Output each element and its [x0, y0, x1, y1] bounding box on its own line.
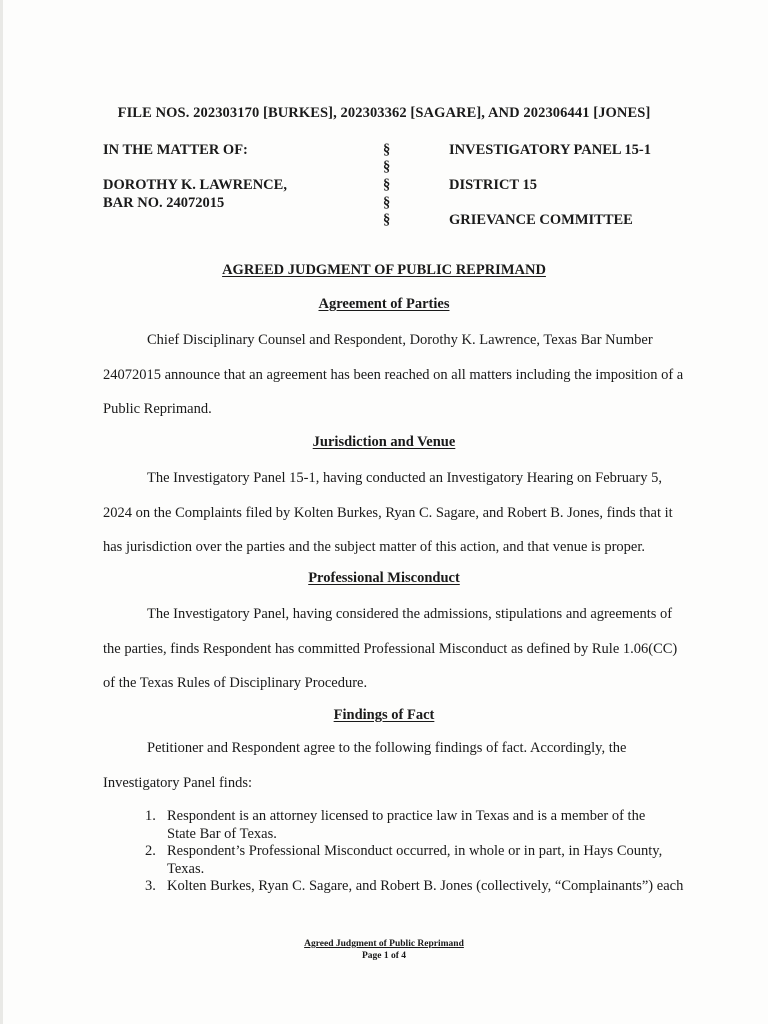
caption-committee: GRIEVANCE COMMITTEE: [449, 212, 633, 228]
section-heading-findings: [0, 707, 768, 724]
footer-title: Agreed Judgment of Public Reprimand: [304, 939, 464, 949]
list-item-number: 2.: [145, 843, 156, 859]
paragraph-line: Chief Disciplinary Counsel and Respondent, Dorothy K. Lawrence, Texas Bar Number: [147, 332, 653, 348]
list-item-number: 3.: [145, 878, 156, 894]
agreement-paragraph: [103, 323, 684, 427]
caption-district: DISTRICT 15: [449, 177, 537, 193]
heading-text: Professional Misconduct: [308, 570, 460, 586]
paragraph-line: The Investigatory Panel 15-1, having conducted an Investigatory Hearing on February 5,: [147, 470, 663, 486]
list-item-text: Kolten Burkes, Ryan C. Sagare, and Robert B. Jones (collectively, “Complainants”) each: [167, 878, 684, 894]
misconduct-paragraph: [103, 597, 678, 701]
paragraph-line: the parties, finds Respondent has committed Professional Misconduct as defined by Rule 1.06(CC): [103, 640, 678, 657]
document-title-text: AGREED JUDGMENT OF PUBLIC REPRIMAND: [222, 262, 546, 278]
jurisdiction-paragraph: [103, 461, 673, 565]
heading-text: Agreement of Parties: [318, 296, 450, 312]
list-item-number: 1.: [145, 808, 156, 824]
list-item: [145, 843, 665, 878]
caption-panel: INVESTIGATORY PANEL 15-1: [449, 142, 651, 158]
paragraph-line: of the Texas Rules of Disciplinary Procedure.: [103, 675, 368, 691]
section-symbol: §: [383, 212, 391, 228]
paragraph-line: has jurisdiction over the parties and the subject matter of this action, and that venue is proper.: [103, 539, 645, 555]
section-symbol: §: [383, 195, 391, 211]
file-numbers-header: FILE NOS. 202303170 [BURKES], 202303362 [SAGARE], AND 202306441 [JONES]: [117, 105, 651, 121]
paragraph-line: Petitioner and Respondent agree to the following findings of fact. Accordingly, the: [147, 740, 627, 756]
caption-matter-label: IN THE MATTER OF:: [103, 142, 248, 158]
heading-text: Jurisdiction and Venue: [312, 434, 456, 450]
paragraph-line: 24072015 announce that an agreement has been reached on all matters including the imposition of a: [103, 366, 684, 383]
section-heading-misconduct: [0, 570, 768, 587]
heading-text: Findings of Fact: [333, 707, 435, 723]
document-title: [0, 262, 768, 279]
page-number: Page 1 of 4: [361, 951, 407, 961]
paragraph-line: Investigatory Panel finds:: [103, 774, 253, 791]
list-item: [145, 878, 684, 896]
caption-respondent-name: DOROTHY K. LAWRENCE,: [103, 177, 287, 193]
case-caption: [0, 142, 768, 232]
findings-paragraph: [103, 731, 663, 800]
list-item-text: Respondent’s Professional Misconduct occurred, in whole or in part, in Hays County, Texas.: [167, 843, 663, 877]
section-symbol: §: [383, 159, 391, 175]
list-item: [145, 808, 665, 843]
section-heading-jurisdiction: [0, 434, 768, 451]
findings-list: [145, 808, 684, 896]
list-item-text: Respondent is an attorney licensed to practice law in Texas and is a member of the State Bar of Texas.: [167, 808, 646, 842]
section-heading-agreement: [0, 296, 768, 313]
paragraph-line: The Investigatory Panel, having considered the admissions, stipulations and agreements of: [147, 606, 673, 622]
section-symbol: §: [383, 177, 391, 193]
section-symbol: §: [383, 142, 391, 158]
paragraph-line: 2024 on the Complaints filed by Kolten Burkes, Ryan C. Sagare, and Robert B. Jones, finds that it: [103, 504, 673, 521]
page-footer: [0, 938, 768, 962]
caption-bar-number: BAR NO. 24072015: [103, 195, 225, 211]
paragraph-line: Public Reprimand.: [103, 401, 212, 417]
